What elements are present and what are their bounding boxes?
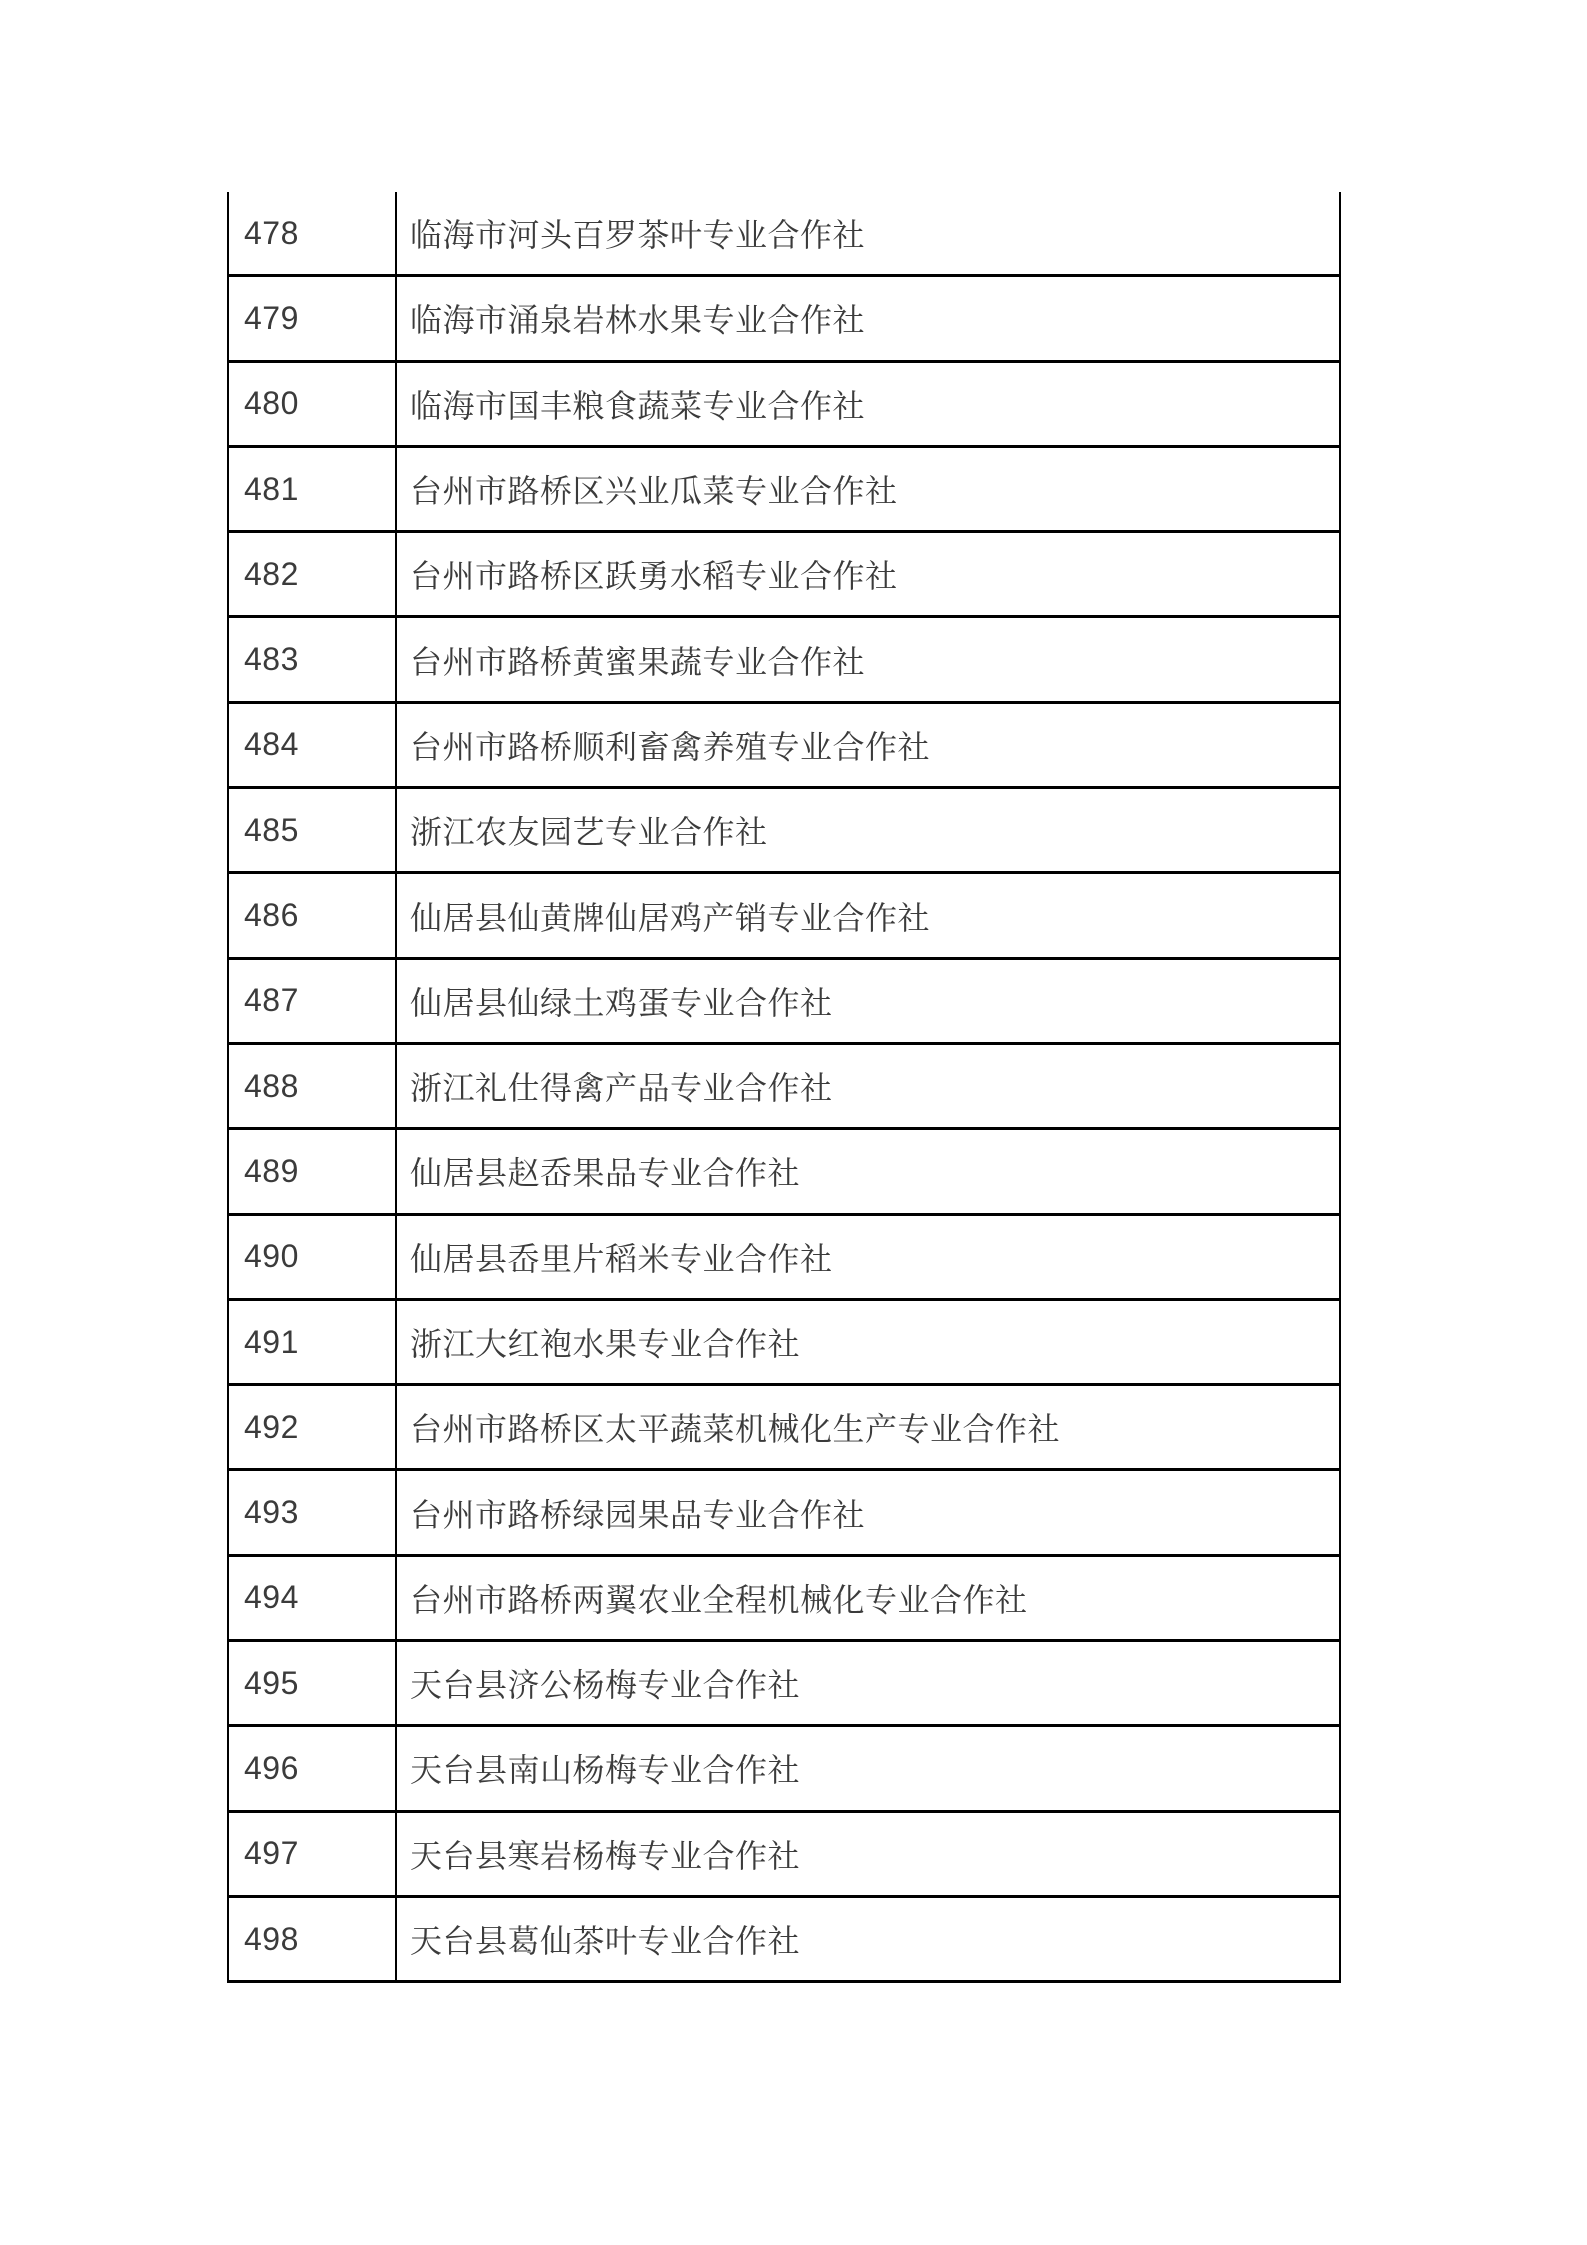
table-row bbox=[229, 1045, 1339, 1130]
table-row bbox=[229, 448, 1339, 533]
row-number-cell: 496 bbox=[229, 1727, 397, 1809]
table-row bbox=[229, 789, 1339, 874]
row-number-cell: 479 bbox=[229, 277, 397, 359]
cooperative-name-cell: 台州市路桥黄蜜果蔬专业合作社 bbox=[410, 643, 866, 680]
row-number-cell: 483 bbox=[229, 618, 397, 700]
cooperative-name-cell: 临海市涌泉岩林水果专业合作社 bbox=[410, 302, 866, 339]
row-number-cell: 490 bbox=[229, 1216, 397, 1298]
cooperative-name-cell: 仙居县赵岙果品专业合作社 bbox=[410, 1155, 801, 1192]
table-row bbox=[229, 192, 1339, 277]
cooperative-list-table bbox=[227, 192, 1341, 1983]
row-number-cell: 489 bbox=[229, 1130, 397, 1212]
cooperative-name-cell: 台州市路桥两翼农业全程机械化专业合作社 bbox=[410, 1581, 1028, 1618]
row-number-cell: 497 bbox=[229, 1813, 397, 1895]
cooperative-name-cell: 台州市路桥绿园果品专业合作社 bbox=[410, 1496, 866, 1533]
table-row bbox=[229, 704, 1339, 789]
table-row bbox=[229, 533, 1339, 618]
table-row bbox=[229, 618, 1339, 703]
row-number-cell: 486 bbox=[229, 874, 397, 956]
cooperative-name-cell: 天台县济公杨梅专业合作社 bbox=[410, 1667, 801, 1704]
table-row bbox=[229, 1727, 1339, 1812]
table-row bbox=[229, 960, 1339, 1045]
table-row bbox=[229, 363, 1339, 448]
cooperative-name-cell: 台州市路桥区兴业瓜菜专业合作社 bbox=[410, 473, 898, 510]
table-row bbox=[229, 1216, 1339, 1301]
row-number-cell: 494 bbox=[229, 1557, 397, 1639]
row-number-cell: 488 bbox=[229, 1045, 397, 1127]
table-row bbox=[229, 1813, 1339, 1898]
table-row bbox=[229, 1471, 1339, 1556]
row-number-cell: 491 bbox=[229, 1301, 397, 1383]
cooperative-name-cell: 天台县葛仙茶叶专业合作社 bbox=[410, 1923, 801, 1960]
cooperative-name-cell: 浙江农友园艺专业合作社 bbox=[410, 814, 768, 851]
row-number-cell: 498 bbox=[229, 1898, 397, 1980]
row-number-cell: 478 bbox=[229, 192, 397, 274]
cooperative-name-cell: 仙居县岙里片稻米专业合作社 bbox=[410, 1240, 833, 1277]
table-row bbox=[229, 1642, 1339, 1727]
table-row bbox=[229, 874, 1339, 959]
row-number-cell: 493 bbox=[229, 1471, 397, 1553]
table-row bbox=[229, 1557, 1339, 1642]
row-number-cell: 484 bbox=[229, 704, 397, 786]
cooperative-name-cell: 仙居县仙绿土鸡蛋专业合作社 bbox=[410, 984, 833, 1021]
cooperative-name-cell: 临海市河头百罗茶叶专业合作社 bbox=[410, 217, 866, 254]
row-number-cell: 492 bbox=[229, 1386, 397, 1468]
cooperative-name-cell: 台州市路桥区太平蔬菜机械化生产专业合作社 bbox=[410, 1411, 1061, 1448]
cooperative-name-cell: 台州市路桥区跃勇水稻专业合作社 bbox=[410, 558, 898, 595]
cooperative-name-cell: 浙江大红袍水果专业合作社 bbox=[410, 1326, 801, 1362]
table-row bbox=[229, 277, 1339, 362]
table-row bbox=[229, 1386, 1339, 1471]
cooperative-name-cell: 天台县南山杨梅专业合作社 bbox=[410, 1752, 801, 1789]
row-number-cell: 487 bbox=[229, 960, 397, 1042]
row-number-cell: 482 bbox=[229, 533, 397, 615]
cooperative-name-cell: 仙居县仙黄牌仙居鸡产销专业合作社 bbox=[410, 899, 931, 936]
row-number-cell: 481 bbox=[229, 448, 397, 530]
cooperative-name-cell: 台州市路桥顺利畜禽养殖专业合作社 bbox=[410, 728, 931, 765]
row-number-cell: 495 bbox=[229, 1642, 397, 1724]
row-number-cell: 480 bbox=[229, 363, 397, 445]
row-number-cell: 485 bbox=[229, 789, 397, 871]
cooperative-name-cell: 浙江礼仕得禽产品专业合作社 bbox=[410, 1070, 833, 1107]
table-row bbox=[229, 1130, 1339, 1215]
table-row bbox=[229, 1898, 1339, 1983]
table-row bbox=[229, 1301, 1339, 1386]
cooperative-name-cell: 天台县寒岩杨梅专业合作社 bbox=[410, 1837, 801, 1874]
cooperative-name-cell: 临海市国丰粮食蔬菜专业合作社 bbox=[410, 387, 866, 424]
